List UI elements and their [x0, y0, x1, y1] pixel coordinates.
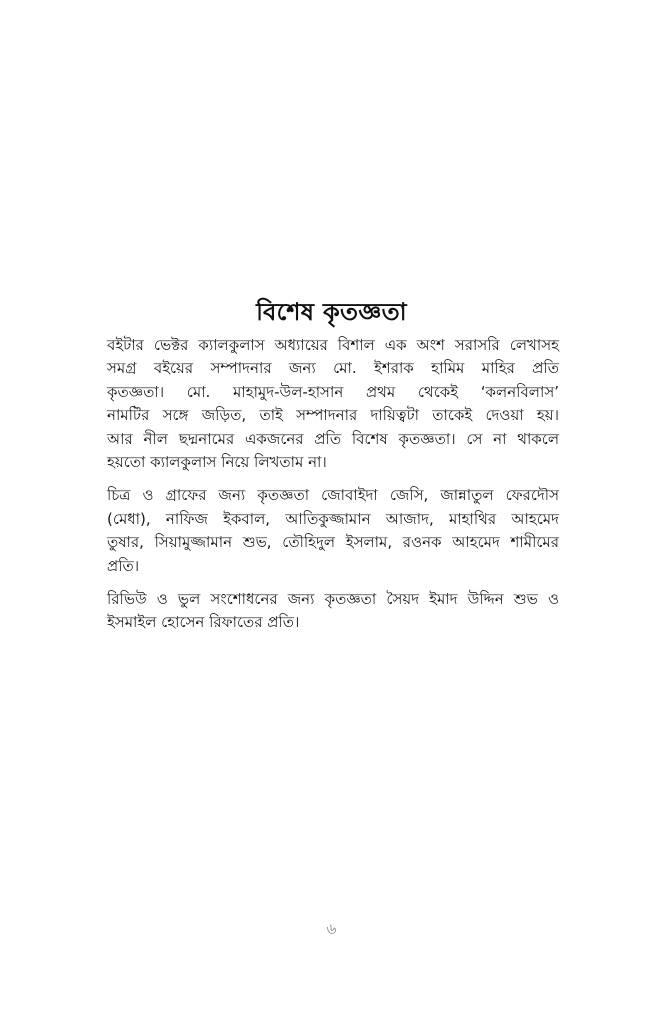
text-line: তুষার, সিয়ামুজ্জামান শুভ, তৌহিদুল ইসলাম, রওনক আহমেদ শামীমের: [107, 533, 559, 552]
paragraph-editing: [107, 334, 559, 474]
acknowledgement-body: [107, 334, 559, 645]
text-line: প্রতি।: [107, 556, 140, 575]
text-line: সমগ্র বইয়ের সম্পাদনার জন্য মো. ইশরাক হামিম মাহির প্রতি: [107, 359, 559, 378]
text-line: আর নীল ছদ্মনামের একজনের প্রতি বিশেষ কৃতজ্ঞতা। সে না থাকলে: [107, 429, 559, 448]
text-line: (মেধা), নাফিজ ইকবাল, আতিকুজ্জামান আজাদ, মাহাথির আহমেদ: [107, 509, 559, 528]
text-line: বইটার ভেক্টর ক্যালকুলাস অধ্যায়ের বিশাল এক অংশ সরাসরি লেখাসহ: [107, 336, 559, 354]
text-line: হয়তো ক্যালকুলাস নিয়ে লিখতাম না।: [107, 453, 327, 472]
text-line: রিভিউ ও ভুল সংশোধনের জন্য কৃতজ্ঞতা সৈয়দ ইমাদ উদ্দিন শুভ ও: [107, 590, 559, 609]
paragraph-review: [107, 588, 559, 635]
paragraph-illustrations: [107, 484, 559, 578]
text-line: ইসমাইল হোসেন রিফাতের প্রতি।: [107, 613, 300, 632]
text-line: কৃতজ্ঞতা। মো. মাহামুদ-উল-হাসান প্রথম থেকেই ‘কলনবিলাস’: [107, 382, 559, 401]
page-number: ৬: [326, 920, 337, 938]
page-title: বিশেষ কৃতজ্ঞতা: [256, 298, 407, 327]
text-line: চিত্র ও গ্রাফের জন্য কৃতজ্ঞতা জোবাইদা জেসি, জান্নাতুল ফেরদৌস: [107, 486, 559, 505]
text-line: নামটির সঙ্গে জড়িত, তাই সম্পাদনার দায়িত্বটা তাকেই দেওয়া হয়।: [107, 406, 559, 425]
